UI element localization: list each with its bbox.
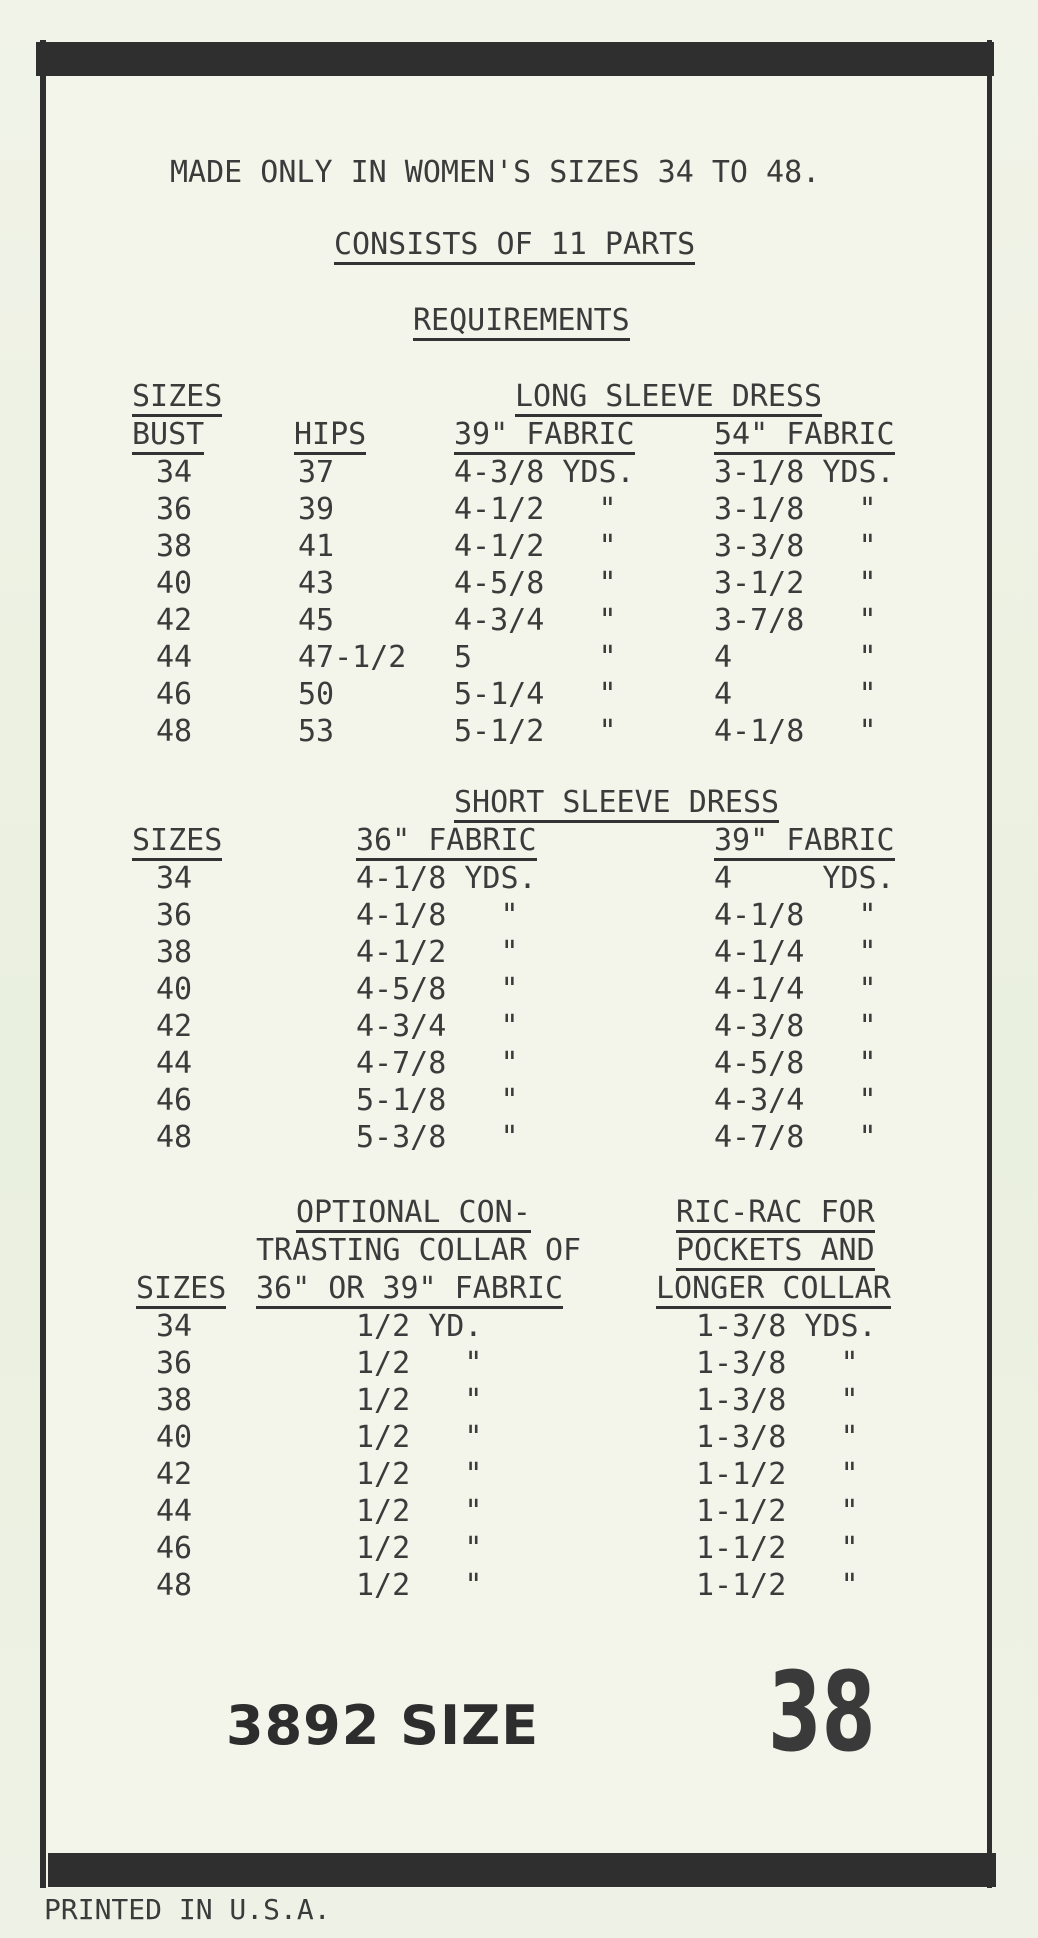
hips-cell: 41 (298, 529, 335, 564)
ricrac-cell: 1-3/8 " (696, 1420, 859, 1455)
size-number: 38 (768, 1648, 876, 1776)
fabric-54-cell: 4-1/8 " (714, 714, 877, 749)
size-cell: 34 (156, 1309, 193, 1344)
fabric-39-cell: 4-1/8 " (714, 898, 877, 933)
collar-fabric-cell: 1/2 " (356, 1494, 483, 1529)
size-cell: 44 (156, 1046, 193, 1081)
fabric-36-cell: 5-1/8 " (356, 1083, 519, 1118)
size-cell: 38 (156, 935, 193, 970)
fabric-39-cell: 4-1/2 " (454, 492, 617, 527)
fabric-39-cell: 4 YDS. (714, 861, 895, 896)
collar-fabric-cell: 1/2 " (356, 1531, 483, 1566)
hips-cell: 43 (298, 566, 335, 601)
bottom-bar (48, 1853, 996, 1887)
ricrac-cell: 1-1/2 " (696, 1531, 859, 1566)
hips-cell: 53 (298, 714, 335, 749)
bust-cell: 42 (156, 603, 193, 638)
bust-cell: 40 (156, 566, 193, 601)
optional-line-1: OPTIONAL CON- (296, 1196, 531, 1233)
made-only-text: MADE ONLY IN WOMEN'S SIZES 34 TO 48. (170, 155, 821, 190)
hips-cell: 39 (298, 492, 335, 527)
bust-cell: 48 (156, 714, 193, 749)
bust-cell: 44 (156, 640, 193, 675)
fabric-39-cell: 4-3/4 " (714, 1083, 877, 1118)
bust-cell: 34 (156, 455, 193, 490)
fabric-54-cell: 3-1/8 YDS. (714, 455, 895, 490)
fabric-39-cell: 4-5/8 " (714, 1046, 877, 1081)
size-cell: 42 (156, 1457, 193, 1492)
hips-cell: 45 (298, 603, 335, 638)
size-cell: 44 (156, 1494, 193, 1529)
top-bar (36, 42, 994, 76)
size-cell: 40 (156, 972, 193, 1007)
hips-cell: 37 (298, 455, 335, 490)
optional-line-3: 36" OR 39" FABRIC (256, 1272, 563, 1309)
fabric-39-cell: 4-1/4 " (714, 972, 877, 1007)
ricrac-cell: 1-3/8 " (696, 1346, 859, 1381)
fabric-54-cell: 3-1/8 " (714, 492, 877, 527)
long-sleeve-title: LONG SLEEVE DRESS (515, 380, 822, 417)
ricrac-line-2: POCKETS AND (676, 1234, 875, 1271)
fabric-39-cell: 4-3/4 " (454, 603, 617, 638)
long-sizes-label: SIZES (132, 380, 222, 417)
fabric-39-cell: 5-1/4 " (454, 677, 617, 712)
ricrac-cell: 1-1/2 " (696, 1568, 859, 1603)
consists-text: CONSISTS OF 11 PARTS (334, 228, 695, 265)
collar-fabric-cell: 1/2 " (356, 1420, 483, 1455)
long-col-39-label: 39" FABRIC (454, 418, 635, 455)
fabric-39-cell: 4-3/8 YDS. (454, 455, 635, 490)
fabric-36-cell: 4-7/8 " (356, 1046, 519, 1081)
fabric-36-cell: 4-5/8 " (356, 972, 519, 1007)
pattern-code-size: 3892 SIZE (226, 1694, 540, 1757)
ricrac-line-1: RIC-RAC FOR (676, 1196, 875, 1233)
fabric-36-cell: 4-1/2 " (356, 935, 519, 970)
collar-fabric-cell: 1/2 " (356, 1346, 483, 1381)
fabric-54-cell: 3-1/2 " (714, 566, 877, 601)
short-sleeve-title: SHORT SLEEVE DRESS (454, 786, 779, 823)
ricrac-cell: 1-3/8 YDS. (696, 1309, 877, 1344)
size-cell: 40 (156, 1420, 193, 1455)
ricrac-line-3: LONGER COLLAR (656, 1272, 891, 1309)
size-cell: 36 (156, 1346, 193, 1381)
collar-fabric-cell: 1/2 YD. (356, 1309, 483, 1344)
short-col-36-label: 36" FABRIC (356, 824, 537, 861)
fabric-36-cell: 4-3/4 " (356, 1009, 519, 1044)
collar-fabric-cell: 1/2 " (356, 1457, 483, 1492)
size-cell: 42 (156, 1009, 193, 1044)
size-cell: 48 (156, 1568, 193, 1603)
hips-cell: 47-1/2 (298, 640, 407, 675)
ricrac-cell: 1-1/2 " (696, 1494, 859, 1529)
bust-cell: 36 (156, 492, 193, 527)
size-cell: 46 (156, 1531, 193, 1566)
fabric-39-cell: 5-1/2 " (454, 714, 617, 749)
collar-fabric-cell: 1/2 " (356, 1568, 483, 1603)
size-cell: 38 (156, 1383, 193, 1418)
fabric-54-cell: 3-3/8 " (714, 529, 877, 564)
fabric-39-cell: 4-1/2 " (454, 529, 617, 564)
size-cell: 34 (156, 861, 193, 896)
fabric-39-cell: 4-1/4 " (714, 935, 877, 970)
short-col-39-label: 39" FABRIC (714, 824, 895, 861)
short-sizes-label: SIZES (132, 824, 222, 861)
fabric-36-cell: 4-1/8 " (356, 898, 519, 933)
fabric-36-cell: 4-1/8 YDS. (356, 861, 537, 896)
requirements-heading: REQUIREMENTS (413, 304, 630, 341)
fabric-54-cell: 4 " (714, 640, 877, 675)
fabric-39-cell: 5 " (454, 640, 617, 675)
hips-label: HIPS (294, 418, 366, 455)
fabric-54-cell: 3-7/8 " (714, 603, 877, 638)
size-cell: 48 (156, 1120, 193, 1155)
optional-line-2: TRASTING COLLAR OF (256, 1233, 582, 1268)
fabric-39-cell: 4-3/8 " (714, 1009, 877, 1044)
long-col-54-label: 54" FABRIC (714, 418, 895, 455)
size-cell: 36 (156, 898, 193, 933)
fabric-39-cell: 4-5/8 " (454, 566, 617, 601)
bust-label: BUST (132, 418, 204, 455)
fabric-54-cell: 4 " (714, 677, 877, 712)
hips-cell: 50 (298, 677, 335, 712)
collar-sizes-label: SIZES (136, 1272, 226, 1309)
ricrac-cell: 1-3/8 " (696, 1383, 859, 1418)
collar-fabric-cell: 1/2 " (356, 1383, 483, 1418)
size-cell: 46 (156, 1083, 193, 1118)
bust-cell: 46 (156, 677, 193, 712)
fabric-36-cell: 5-3/8 " (356, 1120, 519, 1155)
fabric-39-cell: 4-7/8 " (714, 1120, 877, 1155)
printed-in-usa: PRINTED IN U.S.A. (44, 1893, 331, 1926)
bust-cell: 38 (156, 529, 193, 564)
ricrac-cell: 1-1/2 " (696, 1457, 859, 1492)
